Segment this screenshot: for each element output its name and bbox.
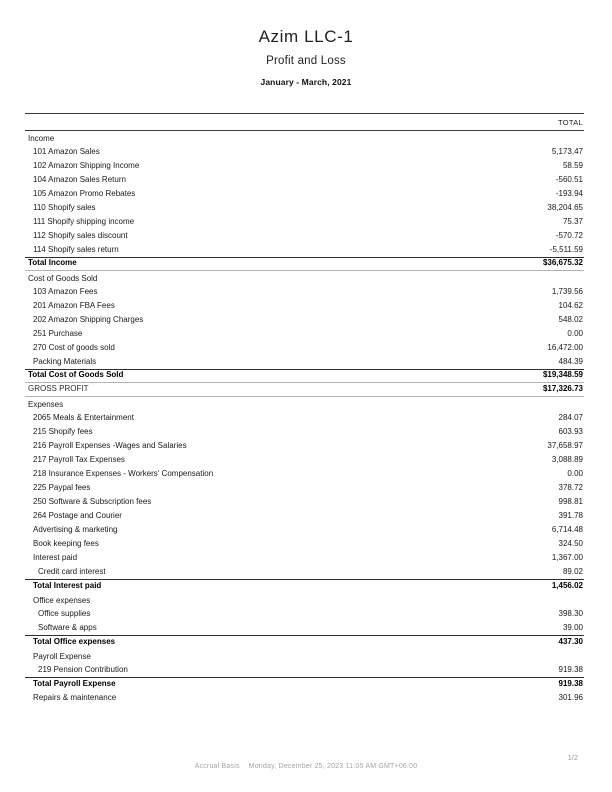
row-label: Book keeping fees [33, 539, 99, 548]
row-value: 0.00 [567, 329, 583, 338]
table-row [25, 565, 584, 579]
table-row [25, 229, 584, 243]
row-label: Payroll Expense [33, 652, 91, 661]
row-label: Advertising & marketing [33, 525, 118, 534]
row-label: 111 Shopify shipping income [33, 217, 135, 226]
row-value: 0.00 [567, 469, 583, 478]
row-label: 104 Amazon Sales Return [33, 175, 126, 184]
table-row [25, 649, 584, 663]
row-value: 437.30 [558, 636, 583, 646]
row-value: 5,173.47 [551, 147, 583, 156]
row-label: 250 Software & Subscription fees [33, 497, 152, 506]
row-label: 225 Paypal fees [33, 483, 91, 492]
row-label: Office supplies [38, 609, 91, 618]
row-label: 251 Purchase [33, 329, 83, 338]
row-label: 103 Amazon Fees [33, 287, 98, 296]
table-row [25, 271, 584, 285]
row-label: 216 Payroll Expenses -Wages and Salaries [33, 441, 187, 450]
row-value: -570.72 [555, 231, 583, 240]
row-label: 219 Pension Contribution [38, 665, 128, 674]
row-value: 75.37 [562, 217, 583, 226]
row-label: 110 Shopify sales [33, 203, 96, 212]
row-label: 201 Amazon FBA Fees [33, 301, 115, 310]
table-row [25, 551, 584, 565]
row-value: 998.81 [558, 497, 583, 506]
table-body [25, 131, 584, 705]
row-label: 217 Payroll Tax Expenses [33, 455, 125, 464]
table-row [25, 453, 584, 467]
page-number: 1/2 [567, 753, 578, 762]
report-date-range: January - March, 2021 [260, 77, 352, 87]
row-label: Total Payroll Expense [33, 678, 116, 688]
table-row [25, 495, 584, 509]
row-label: Credit card interest [38, 567, 106, 576]
row-label: Total Interest paid [33, 580, 102, 590]
table-header-row [25, 113, 584, 131]
row-value: 378.72 [558, 483, 583, 492]
row-label: Expenses [28, 400, 64, 409]
row-label: Repairs & maintenance [33, 693, 117, 702]
table-row [25, 677, 584, 691]
row-label: Software & apps [38, 623, 97, 632]
row-value: 919.38 [558, 665, 583, 674]
row-label: 264 Postage and Courier [33, 511, 122, 520]
row-label: 105 Amazon Promo Rebates [33, 189, 136, 198]
row-label: GROSS PROFIT [28, 383, 89, 393]
row-label: Interest paid [33, 553, 78, 562]
table-row [25, 285, 584, 299]
row-value: $19,348.59 [542, 370, 583, 379]
company-name: Azim LLC-1 [258, 27, 354, 46]
total-column-header: TOTAL [558, 118, 583, 127]
row-label: 215 Shopify fees [33, 427, 93, 436]
row-value: $17,326.73 [542, 383, 583, 393]
row-label: 2065 Meals & Entertainment [33, 413, 134, 422]
row-label: Cost of Goods Sold [28, 274, 98, 283]
row-value: 38,204.65 [547, 203, 583, 212]
row-label: Total Income [28, 258, 77, 267]
row-value: 104.62 [558, 301, 583, 310]
row-value: 391.78 [558, 511, 583, 520]
row-value: 1,739.56 [551, 287, 583, 296]
table-row [25, 131, 584, 145]
row-label: 114 Shopify sales return [33, 245, 119, 254]
row-value: 324.50 [558, 539, 583, 548]
table-row [25, 341, 584, 355]
row-label: 101 Amazon Sales [33, 147, 100, 156]
row-value: 16,472.00 [547, 343, 583, 352]
row-value: 284.07 [558, 413, 583, 422]
table-row [25, 313, 584, 327]
table-row [25, 397, 584, 411]
table-row [25, 145, 584, 159]
row-value: 3,088.89 [551, 455, 583, 464]
table-row [25, 411, 584, 425]
table-row [25, 537, 584, 551]
row-value: 398.30 [558, 609, 583, 618]
accrual-basis-label: Accrual Basis [194, 763, 240, 770]
table-row [25, 607, 584, 621]
table-row [25, 201, 584, 215]
row-value: 6,714.48 [551, 525, 583, 534]
row-value: 39.00 [562, 623, 583, 632]
row-value: 484.39 [558, 357, 583, 366]
table-row [25, 299, 584, 313]
row-value: $36,675.32 [542, 258, 583, 267]
row-value: 1,367.00 [551, 553, 583, 562]
row-value: 548.02 [558, 315, 583, 324]
table-row [25, 369, 584, 383]
table-row [25, 215, 584, 229]
report-title: Profit and Loss [266, 55, 346, 67]
row-label: 102 Amazon Shipping Income [33, 161, 140, 170]
row-value: 89.02 [562, 567, 583, 576]
row-label: Total Office expenses [33, 636, 116, 646]
row-label: Packing Materials [33, 357, 97, 366]
row-value: 58.59 [562, 161, 583, 170]
table-row [25, 355, 584, 369]
table-row [25, 593, 584, 607]
table-row [25, 579, 584, 593]
row-label: 270 Cost of goods sold [33, 343, 115, 352]
row-value: -5,511.59 [549, 245, 583, 254]
table-row [25, 663, 584, 677]
row-label: 218 Insurance Expenses - Workers' Compensation [33, 469, 214, 478]
row-label: 112 Shopify sales discount [33, 231, 128, 240]
report-table [25, 113, 584, 705]
table-row [25, 523, 584, 537]
table-row [25, 691, 584, 705]
row-value: 919.38 [558, 678, 583, 688]
report-header [0, 0, 612, 87]
row-value: 1,456.02 [551, 580, 583, 590]
table-row [25, 635, 584, 649]
row-value: 37,658.97 [547, 441, 583, 450]
table-row [25, 327, 584, 341]
row-value: -560.51 [555, 175, 583, 184]
table-row [25, 187, 584, 201]
table-row [25, 257, 584, 271]
table-row [25, 383, 584, 397]
table-row [25, 621, 584, 635]
table-row [25, 173, 584, 187]
table-row [25, 467, 584, 481]
row-value: -193.94 [555, 189, 583, 198]
table-row [25, 481, 584, 495]
report-footer [0, 763, 612, 770]
row-label: Office expenses [33, 596, 91, 605]
report-timestamp: Monday, December 25, 2023 11:05 AM GMT+06:00 [248, 763, 418, 770]
table-row [25, 439, 584, 453]
row-value: 603.93 [558, 427, 583, 436]
row-label: 202 Amazon Shipping Charges [33, 315, 144, 324]
table-row [25, 159, 584, 173]
row-label: Income [28, 134, 55, 143]
row-label: Total Cost of Goods Sold [28, 370, 124, 379]
table-row [25, 425, 584, 439]
row-value: 301.96 [558, 693, 583, 702]
table-row [25, 243, 584, 257]
table-row [25, 509, 584, 523]
